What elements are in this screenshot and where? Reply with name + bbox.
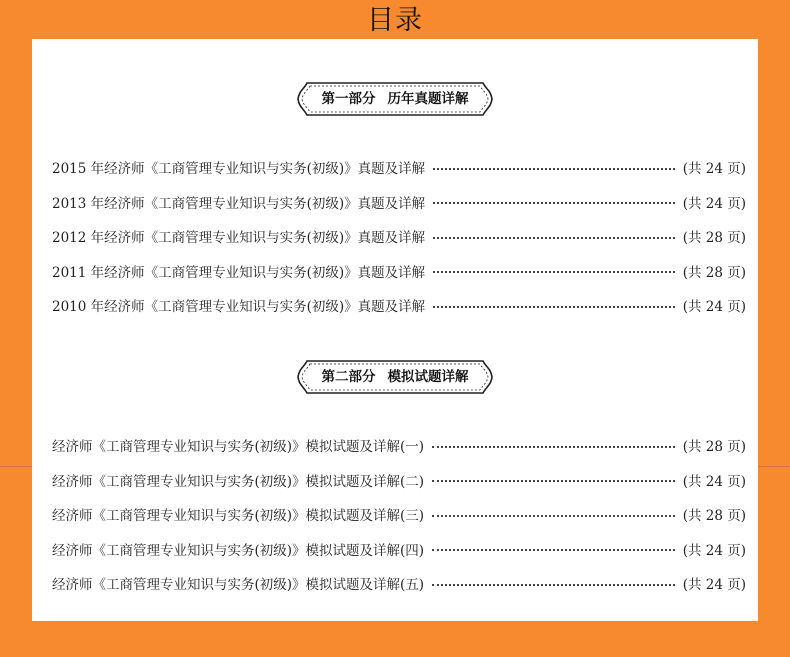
contents-panel <box>32 39 758 621</box>
toc-entry[interactable] <box>52 566 746 601</box>
leader-dots <box>432 548 675 551</box>
section-subtitle: 模拟试题详解 <box>387 369 469 385</box>
toc-entry[interactable] <box>52 254 746 289</box>
right-crop-mark <box>758 466 790 467</box>
toc-entry-pages: (共 24 页) <box>682 161 746 178</box>
toc-entry-pages: (共 24 页) <box>682 299 746 316</box>
toc-entry-pages: (共 24 页) <box>682 195 746 212</box>
section-title <box>295 79 495 119</box>
leader-dots <box>432 479 675 482</box>
toc-entry-pages: (共 24 页) <box>682 577 746 594</box>
leader-dots <box>433 167 675 170</box>
leader-dots <box>432 445 675 448</box>
toc-entry[interactable] <box>52 185 746 220</box>
toc-entry-title: 2011 年经济师《工商管理专业知识与实务(初级)》真题及详解 <box>52 264 426 281</box>
section-subtitle: 历年真题详解 <box>387 91 469 107</box>
section-title <box>295 357 495 397</box>
toc-entry-pages: (共 28 页) <box>682 439 746 456</box>
toc-entry-pages: (共 24 页) <box>682 542 746 559</box>
toc-entry-title: 经济师《工商管理专业知识与实务(初级)》模拟试题及详解(五) <box>52 577 425 594</box>
toc-entry[interactable] <box>52 532 746 567</box>
toc-list-part-2 <box>52 428 746 601</box>
toc-entry[interactable] <box>52 288 746 323</box>
toc-entry-title: 2012 年经济师《工商管理专业知识与实务(初级)》真题及详解 <box>52 230 426 247</box>
toc-entry-title: 2013 年经济师《工商管理专业知识与实务(初级)》真题及详解 <box>52 195 426 212</box>
toc-entry[interactable] <box>52 428 746 463</box>
toc-entry-pages: (共 24 页) <box>682 473 746 490</box>
leader-dots <box>433 305 675 308</box>
toc-entry-title: 经济师《工商管理专业知识与实务(初级)》模拟试题及详解(三) <box>52 508 425 525</box>
section-part-label: 第一部分 <box>321 91 376 107</box>
toc-entry-pages: (共 28 页) <box>682 230 746 247</box>
toc-entry-pages: (共 28 页) <box>682 508 746 525</box>
leader-dots <box>432 583 675 586</box>
toc-entry[interactable] <box>52 150 746 185</box>
toc-entry[interactable] <box>52 463 746 498</box>
toc-entry-pages: (共 28 页) <box>682 264 746 281</box>
toc-entry-title: 经济师《工商管理专业知识与实务(初级)》模拟试题及详解(二) <box>52 473 425 490</box>
toc-list-part-1 <box>52 150 746 323</box>
page-title: 目录 <box>367 5 423 36</box>
leader-dots <box>433 236 675 239</box>
left-crop-mark <box>0 466 32 467</box>
leader-dots <box>432 514 675 517</box>
toc-entry-title: 2010 年经济师《工商管理专业知识与实务(初级)》真题及详解 <box>52 299 426 316</box>
toc-entry-title: 2015 年经济师《工商管理专业知识与实务(初级)》真题及详解 <box>52 161 426 178</box>
section-header-part-2 <box>295 357 495 397</box>
toc-entry-title: 经济师《工商管理专业知识与实务(初级)》模拟试题及详解(四) <box>52 542 425 559</box>
toc-entry[interactable] <box>52 219 746 254</box>
toc-entry[interactable] <box>52 497 746 532</box>
section-header-part-1 <box>295 79 495 119</box>
leader-dots <box>433 270 675 273</box>
leader-dots <box>433 201 675 204</box>
toc-entry-title: 经济师《工商管理专业知识与实务(初级)》模拟试题及详解(一) <box>52 439 425 456</box>
section-part-label: 第二部分 <box>321 369 376 385</box>
